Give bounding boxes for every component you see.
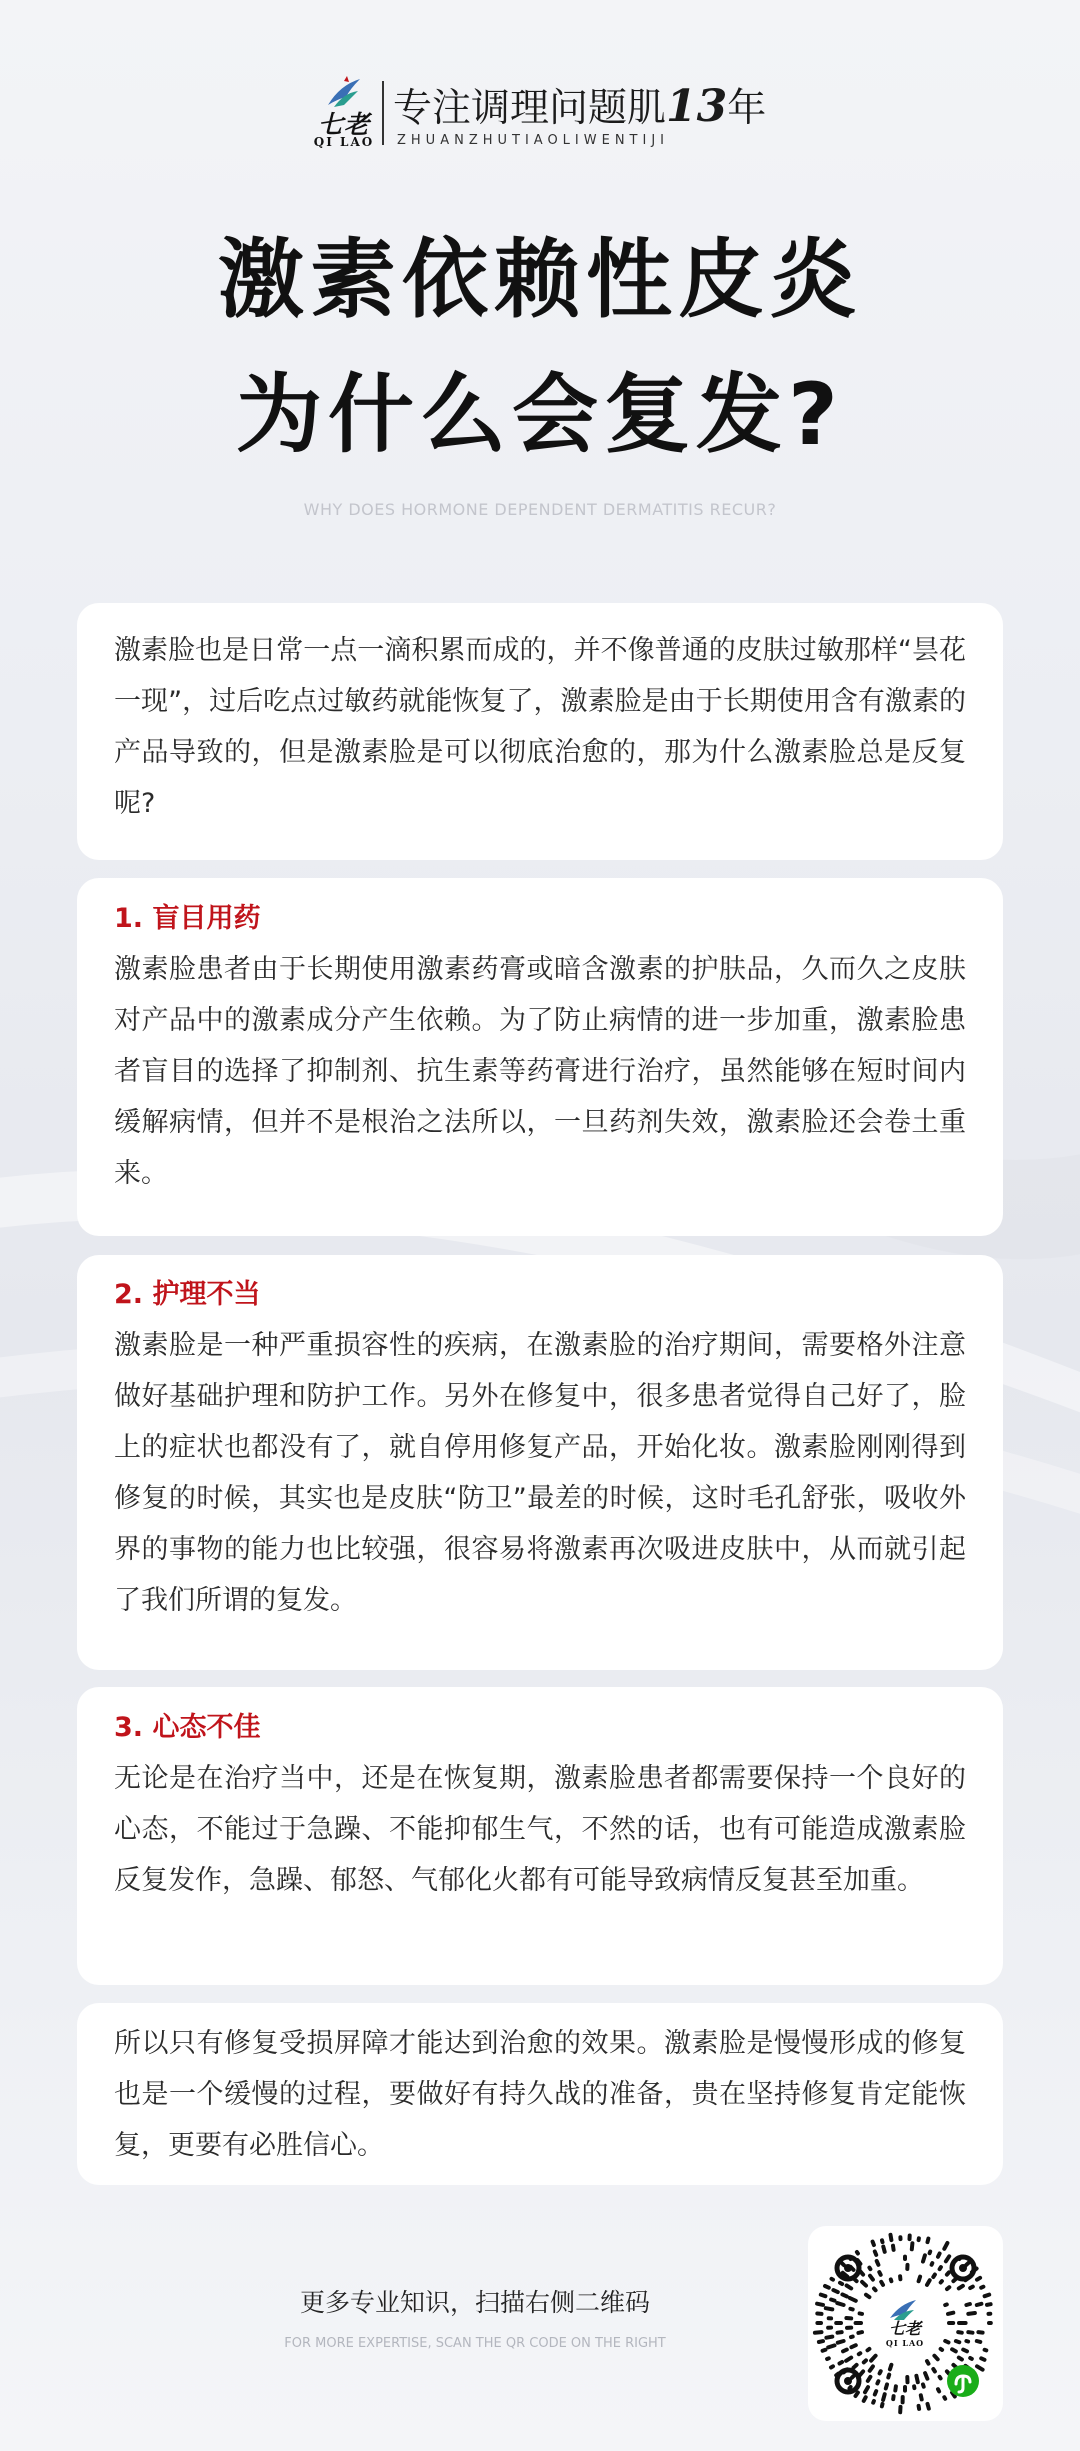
brand-slogan-text: 专注调理问题肌 [393, 86, 667, 131]
qr-code-card[interactable] [808, 2226, 1003, 2421]
brand-slogan [393, 77, 766, 133]
logo-text: 七老 [317, 110, 370, 139]
page-title-line-2: 为什么会复发? [236, 365, 844, 465]
mini-program-code-icon[interactable] [808, 2226, 1003, 2421]
brand-divider [382, 81, 384, 145]
section-body-3: 无论是在治疗当中，还是在恢复期，激素脸患者都需要保持一个良好的心态，不能过于急躁、不能抑郁生气，不然的话，也有可能造成激素脸反复发作，急躁、郁怒、气郁化火都有可能导致病情反复甚至加重。 [114, 1763, 966, 1896]
conclusion-card [77, 2003, 1003, 2185]
brand-years-number: 13 [666, 81, 728, 132]
section-card-3 [77, 1687, 1003, 1985]
section-body-1: 激素脸患者由于长期使用激素药膏或暗含激素的护肤品，久而久之皮肤对产品中的激素成分产生依赖。为了防止病情的进一步加重，激素脸患者盲目的选择了抑制剂、抗生素等药膏进行治疗，虽然能够在短时间内缓解病情，但并不是根治之法所以，一旦药剂失效，激素脸还会卷土重来。 [114, 954, 966, 1189]
section-heading-3: 3. 心态不佳 [114, 1712, 261, 1743]
intro-card [77, 603, 1003, 860]
footer-cta: 更多专业知识，扫描右侧二维码 [299, 2288, 650, 2317]
brand-years-unit: 年 [727, 86, 767, 131]
brand-pinyin: ZHUANZHUTIAOLIWENTIJI [397, 133, 669, 148]
brand-header [0, 75, 1080, 155]
footer-cta-english: FOR MORE EXPERTISE, SCAN THE QR CODE ON THE RIGHT [284, 2336, 666, 2351]
section-card-1 [77, 878, 1003, 1236]
section-body-2: 激素脸是一种严重损容性的疾病，在激素脸的治疗期间，需要格外注意做好基础护理和防护工作。另外在修复中，很多患者觉得自己好了，脸上的症状也都没有了，就自停用修复产品，开始化妆。激素脸刚刚得到修复的时候，其实也是皮肤“防卫”最差的时候，这时毛孔舒张，吸收外界的事物的能力也比较强，很容易将激素再次吸进皮肤中，从而就引起了我们所谓的复发。 [114, 1330, 966, 1616]
section-card-2 [77, 1255, 1003, 1670]
qr-logo-subtext: QI LAO [885, 2338, 925, 2348]
wechat-miniprogram-icon [947, 2365, 979, 2397]
conclusion-text: 所以只有修复受损屏障才能达到治愈的效果。激素脸是慢慢形成的修复也是一个缓慢的过程，要做好有持久战的准备，贵在坚持修复肯定能恢复，更要有必胜信心。 [114, 2028, 966, 2161]
logo-subtext: QI LAO [313, 135, 375, 149]
qr-logo-text: 七老 [888, 2319, 922, 2338]
section-heading-2: 2. 护理不当 [114, 1279, 261, 1310]
brand-logo [312, 75, 376, 155]
intro-text: 激素脸也是日常一点一滴积累而成的，并不像普通的皮肤过敏那样“昙花一现”，过后吃点过敏药就能恢复了，激素脸是由于长期使用含有激素的产品导致的，但是激素脸是可以彻底治愈的，那为什么激素脸总是反复呢? [114, 635, 966, 819]
page-subtitle: WHY DOES HORMONE DEPENDENT DERMATITIS RECUR? [303, 500, 777, 519]
section-heading-1: 1. 盲目用药 [114, 903, 261, 934]
page-title-line-1: 激素依赖性皮炎 [218, 230, 862, 330]
